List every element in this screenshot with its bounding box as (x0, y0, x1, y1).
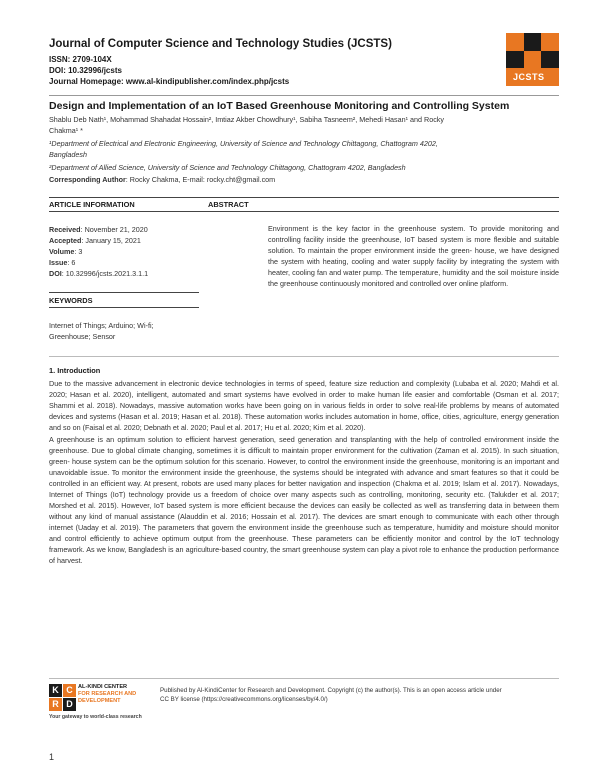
publisher-logo: K C R D (49, 684, 76, 712)
logo-text: JCSTS (513, 72, 545, 82)
intro-paragraph-2: A greenhouse is an optimum solution to efficient harvest generation, seed generation and transplanting with the help of controlled environment inside the greenhouse. Due to global climate changing, sometimes it is difficult to maintain proper environment for the cultivation (Zaman et al. 2015). In such situation, green- house system can be the optimum solution for this scenario. However, to control the environment inside the greenhouse, monitoring is an important and unavoidable issue. To monitor the environment inside the greenhouse, the systems should be integrated with advance and smart features so that it could be controlled in an efficient way. At present, robots are used many places for better navigation and inspection (Chakma et al. 2019; Islam et al. 2017). Nowadays, Internet of Things (IoT) technology provide us a freedom of choice over many aspects such as controlling, monitoring, security etc. (Talukder et al. 2017; Morshed et al. 2015). However, IoT based system is more efficient because the devices can easily be collected as well as transferring data in between them without any kind of manual assistance (Alauddin et al. 2016; Hossain et al. 2017). The devices are smart enough to communicate with each other through internet (Uaday et al. 2019). The parameters that govern the environment inside the greenhouse such as temperature, humidity and moisture should monitor and control efficiently to achieve optimum output from the greenhouse. These parameters can be efficiently monitor and control by the IoT technology framework. As we know, Bangladesh is an agriculture-based country, the smart greenhouse system can play a pivot role to enhance the production performance of harvest. (49, 435, 559, 565)
article-info-header: ARTICLE INFORMATION (49, 200, 135, 209)
article-title: Design and Implementation of an IoT Based Greenhouse Monitoring and Controlling System (49, 100, 510, 112)
journal-title: Journal of Computer Science and Technology Studies (JCSTS) (49, 38, 392, 50)
affiliation-1: ¹Department of Electrical and Electronic Engineering, University of Science and Technology Chittagong, Chattogram 4202, Bangladesh (49, 139, 438, 159)
journal-homepage[interactable]: Journal Homepage: www.al-kindipublisher.com/index.php/jcsts (49, 77, 290, 86)
authors: Shablu Deb Nath¹, Mohammad Shahadat Hossain², Imtiaz Akber Chowdhury¹, Sabiha Tasneem², Mehedi Hasan¹ and Rocky Chakma¹ * (49, 115, 444, 135)
keywords: Internet of Things; Arduino; Wi-fi; Greenhouse; Sensor (49, 321, 154, 341)
article-dates: Received: November 21, 2020 Accepted: January 15, 2021 Volume: 3 Issue: 6 DOI: 10.32996/jcsts.2021.3.1.1 (49, 225, 149, 278)
copyright-notice: Published by Al-KindiCenter for Research and Development. Copyright (c) the author(s). This is an open access article under CC BY license (https://creativecommons.org/licenses/by/4.0/) (160, 687, 502, 703)
publisher-name: AL-KINDI CENTER FOR RESEARCH AND DEVELOPMENT (78, 684, 137, 704)
journal-doi: DOI: 10.32996/jcsts (49, 66, 122, 75)
corresponding-author: Corresponding Author: Rocky Chakma, E-mail: rocky.cht@gmail.com (49, 175, 276, 184)
journal-issn: ISSN: 2709-104X (49, 55, 112, 64)
page-number: 1 (49, 752, 55, 762)
affiliation-2: ²Department of Allied Science, University of Science and Technology Chittagong, Chattogram 4202, Bangladesh (49, 163, 406, 172)
publisher-tagline: Your gateway to world-class research (49, 714, 142, 720)
intro-paragraph-1: Due to the massive advancement in electronic device technologies in terms of speed, feature size reduction and complexity (Lubaba et al. 2020; Mahdi et al. 2020; Hasan et al. 2020), intelligent, automated and smart systems have evolved in order to make human life easier and comfortable (Osman et al. 2017; Shammi et al. 2018). Nowadays, massive automation works have been going on in various fields in order to solve real-life problems by means of automated devices and systems (Hasan et al. 2019; Hasan et al. 2018). These automation works includes automation in home, office, cities, agriculture, energy generation and so on (Faisal et al. 2020; Debnath et al. 2020; Paul et al. 2017; Hu et al. 2020; Kim et al. 2020). (49, 379, 559, 432)
keywords-header: KEYWORDS (49, 296, 93, 305)
abstract-text: Environment is the key factor in the greenhouse system. To provide monitoring and controlling facility inside the greenhouse, IoT based system is more flexible and suitable solution. To maintain the proper environment inside the green- house, we have designed the system with heating, cooling and water supply facility by integrating the system with heater, cooling fan and water pump. The temperature, humidity and the soil moisture inside the greenhouse continuously monitored and controlled over online platform. (268, 224, 559, 288)
abstract-header: ABSTRACT (208, 200, 249, 209)
intro-heading: 1. Introduction (49, 366, 101, 375)
